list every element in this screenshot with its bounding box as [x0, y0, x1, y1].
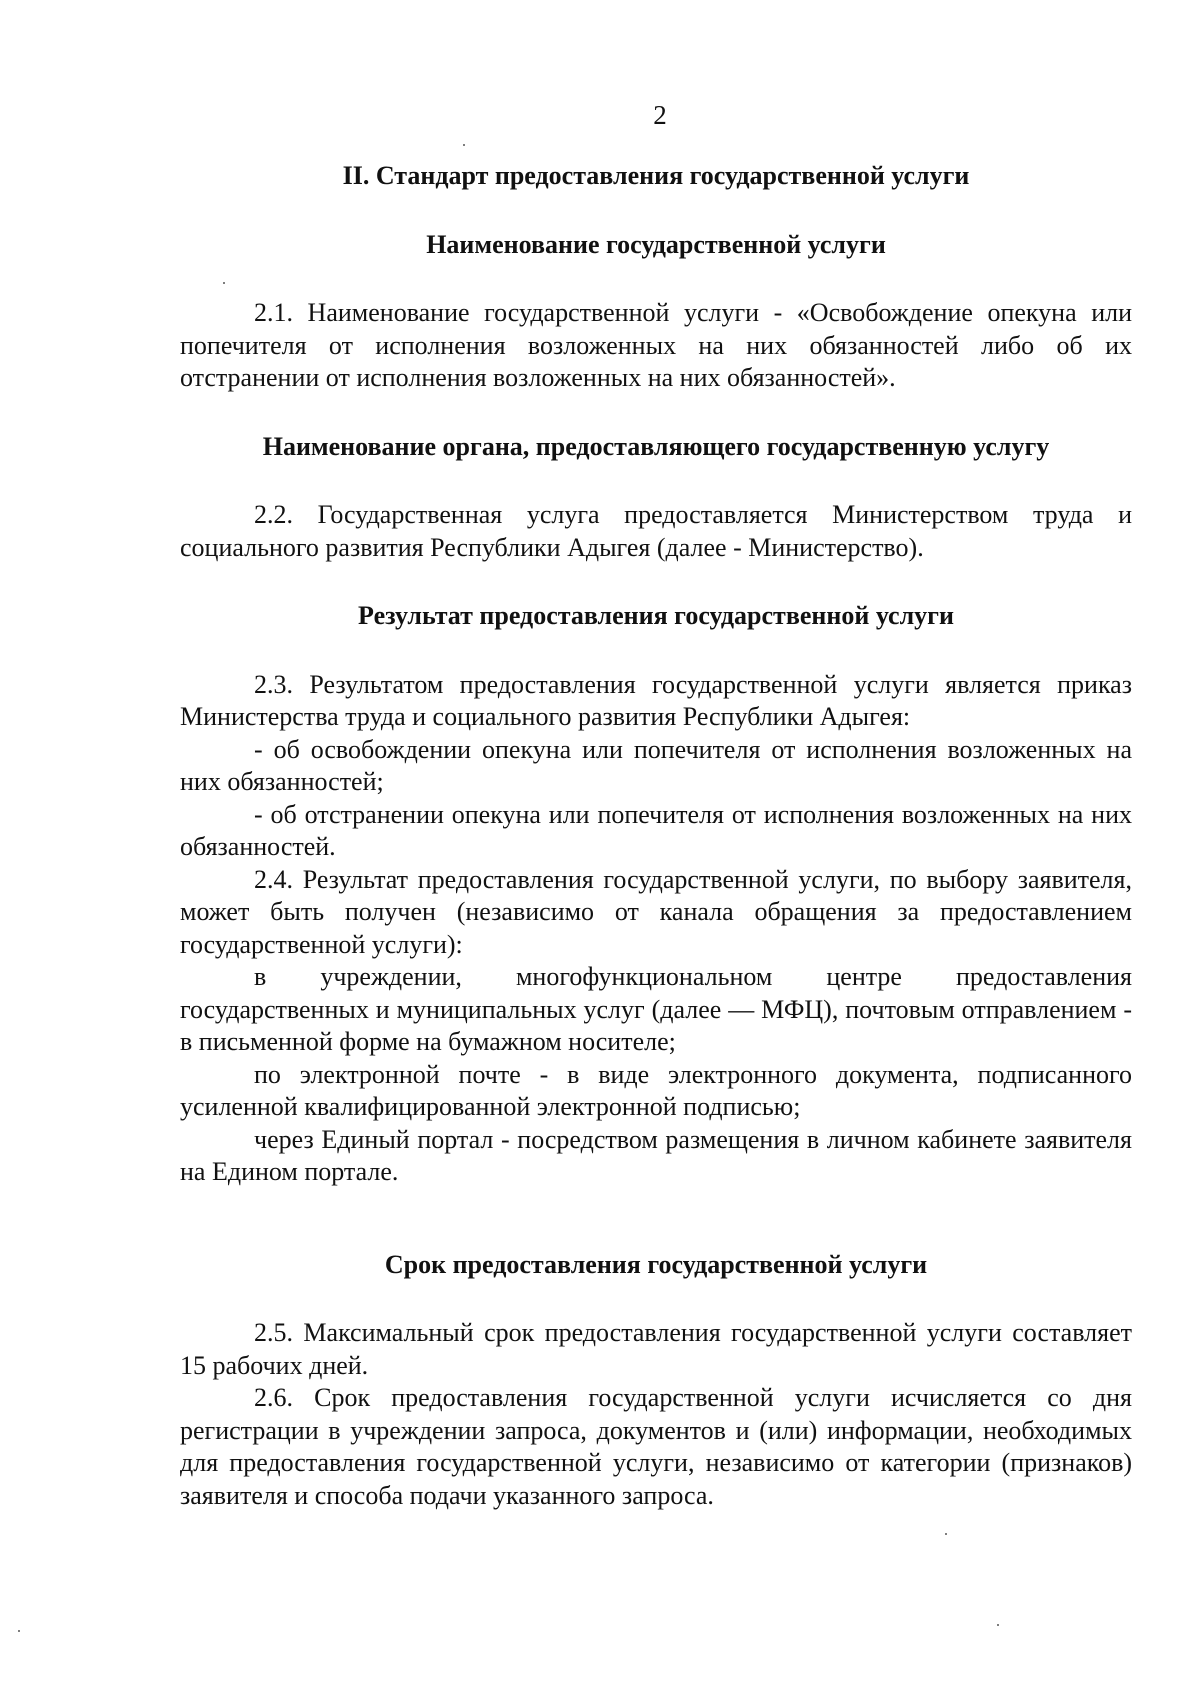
- paragraph-2-3: 2.3. Результатом предоставления государственной услуги является приказ Министерства труда и социального развития Республики Адыгея:: [180, 669, 1132, 731]
- heading-result: Результат предоставления государственной услуги: [358, 601, 954, 630]
- paragraph-email-delivery: по электронной почте - в виде электронного документа, подписанного усиленной квалифицированной электронной подписью;: [180, 1059, 1132, 1121]
- document-body: [180, 160, 1132, 1512]
- paragraph-removal-item: - об отстранении опекуна или попечителя от исполнения возложенных на них обязанностей.: [180, 799, 1132, 861]
- scan-speck: [18, 1630, 20, 1632]
- paragraph-paper-delivery: в учреждении, многофункциональном центре предоставления государственных и муниципальных услуг (далее — МФЦ), почтовым отправлением - в письменной форме на бумажном носителе;: [180, 962, 1132, 1056]
- section-title: II. Стандарт предоставления государственной услуги: [342, 161, 970, 190]
- heading-term: Срок предоставления государственной услуги: [384, 1249, 928, 1279]
- scan-speck: [945, 1533, 947, 1535]
- paragraph-2-1: 2.1. Наименование государственной услуги - «Освобождение опекуна или попечителя от исполнения возложенных на них обязанностей либо об их отстранении от исполнения возложенных на них обязанностей».: [180, 298, 1132, 392]
- paragraph-2-5: 2.5. Максимальный срок предоставления государственной услуги составляет 15 рабочих дней.: [180, 1318, 1132, 1380]
- paragraph-release-item: - об освобождении опекуна или попечителя от исполнения возложенных на них обязанностей;: [180, 734, 1132, 796]
- scan-speck: [223, 282, 225, 284]
- heading-authority: Наименование органа, предоставляющего государственную услугу: [262, 431, 1050, 461]
- heading-service-name: Наименование государственной услуги: [426, 229, 886, 259]
- paragraph-2-2: 2.2. Государственная услуга предоставляется Министерством труда и социального развития Республики Адыгея (далее - Министерство).: [180, 500, 1132, 562]
- page-number: 2: [653, 100, 667, 130]
- scan-speck: [463, 144, 465, 146]
- scan-speck: [997, 1624, 999, 1626]
- paragraph-portal-delivery: через Единый портал - посредством размещения в личном кабинете заявителя на Едином портале.: [180, 1124, 1132, 1186]
- paragraph-2-4: 2.4. Результат предоставления государственной услуги, по выбору заявителя, может быть получен (независимо от канала обращения за предоставлением государственной услуги):: [180, 864, 1132, 959]
- paragraph-2-6: 2.6. Срок предоставления государственной услуги исчисляется со дня регистрации в учреждении запроса, документов и (или) информации, необходимых для предоставления государственной услуги, независимо от категории (признаков) заявителя и способа подачи указанного запроса.: [180, 1383, 1132, 1510]
